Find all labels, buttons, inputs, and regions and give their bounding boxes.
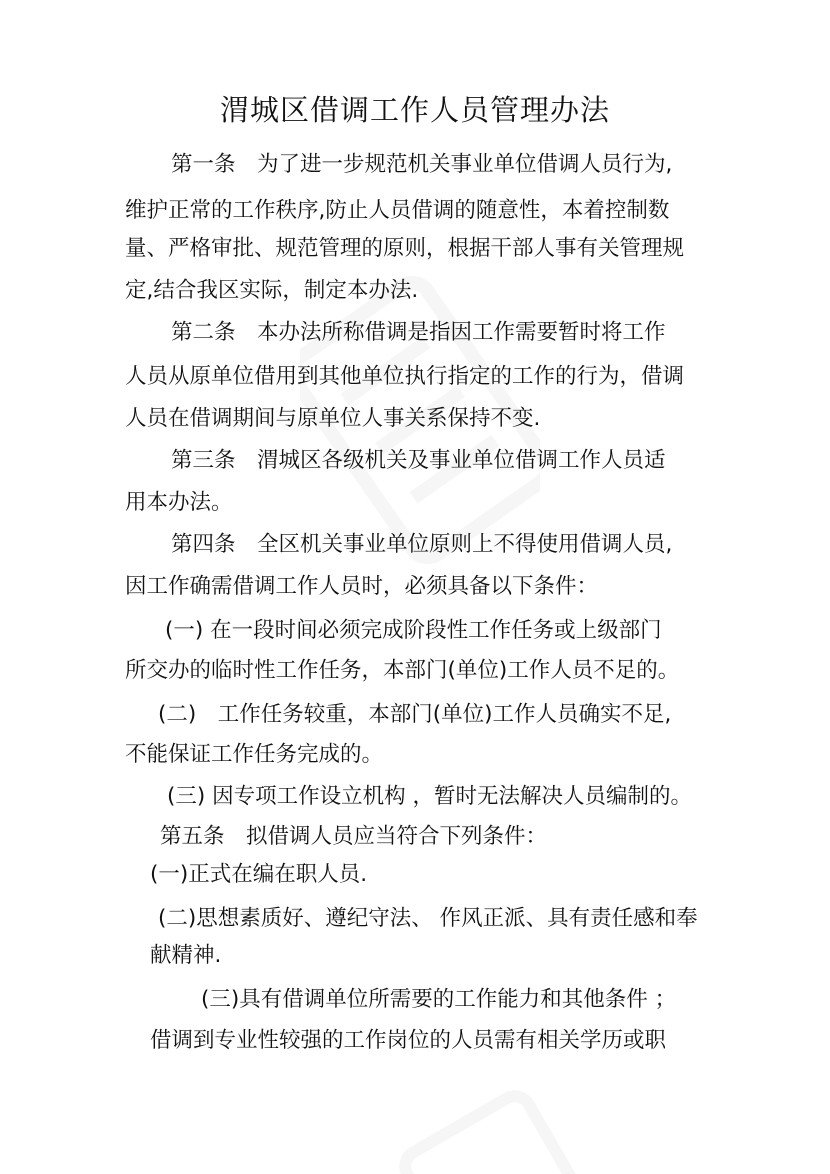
text-line-5: 第二条 本办法所称借调是指因工作需要暂时将工作 — [171, 320, 666, 345]
text-line-3: 量、严格审批、规范管理的原则，根据干部人事有关管理规 — [125, 236, 685, 261]
text-line-19: (二)思想素质好、遵纪守法、 作风正派、具有责任感和奉 — [158, 906, 698, 931]
watermark-seal-bottom — [380, 1080, 580, 1174]
text-line-13: 所交办的临时性工作任务，本部门(单位)工作人员不足的。 — [125, 658, 680, 683]
text-line-12: (一) 在一段时间必须完成阶段性工作任务或上级部门 — [165, 618, 662, 643]
text-line-16: (三) 因专项工作设立机构 ，暂时无法解决人员编制的。 — [167, 784, 692, 809]
text-line-9: 用本办法。 — [125, 490, 233, 515]
text-line-2: 维护正常的工作秩序,防止人员借调的随意性，本着控制数 — [125, 198, 670, 223]
text-line-8: 第三条 渭城区各级机关及事业单位借调工作人员适 — [171, 448, 666, 473]
text-line-1: 第一条 为了进一步规范机关事业单位借调人员行为, — [171, 152, 673, 177]
document-title: 渭城区借调工作人员管理办法 — [219, 93, 610, 127]
text-line-10: 第四条 全区机关事业单位原则上不得使用借调人员, — [171, 532, 673, 557]
text-line-14: (二) 工作任务较重，本部门(单位)工作人员确实不足, — [158, 702, 672, 727]
text-line-21: (三)具有借调单位所需要的工作能力和其他条件 ； — [201, 987, 677, 1012]
text-line-15: 不能保证工作任务完成的。 — [125, 742, 384, 767]
text-line-6: 人员从原单位借用到其他单位执行指定的工作的行为，借调 — [125, 364, 685, 389]
text-line-20: 献精神. — [150, 943, 222, 968]
text-line-4: 定,结合我区实际，制定本办法. — [125, 278, 419, 303]
text-line-17: 第五条 拟借调人员应当符合下列条件： — [160, 824, 548, 849]
text-line-7: 人员在借调期间与原单位人事关系保持不变. — [125, 406, 541, 431]
text-line-18: (一)正式在编在职人员. — [150, 862, 368, 887]
text-line-22: 借调到专业性较强的工作岗位的人员需有相关学历或职 — [150, 1028, 667, 1053]
text-line-11: 因工作确需借调工作人员时，必须具备以下条件： — [125, 574, 599, 599]
